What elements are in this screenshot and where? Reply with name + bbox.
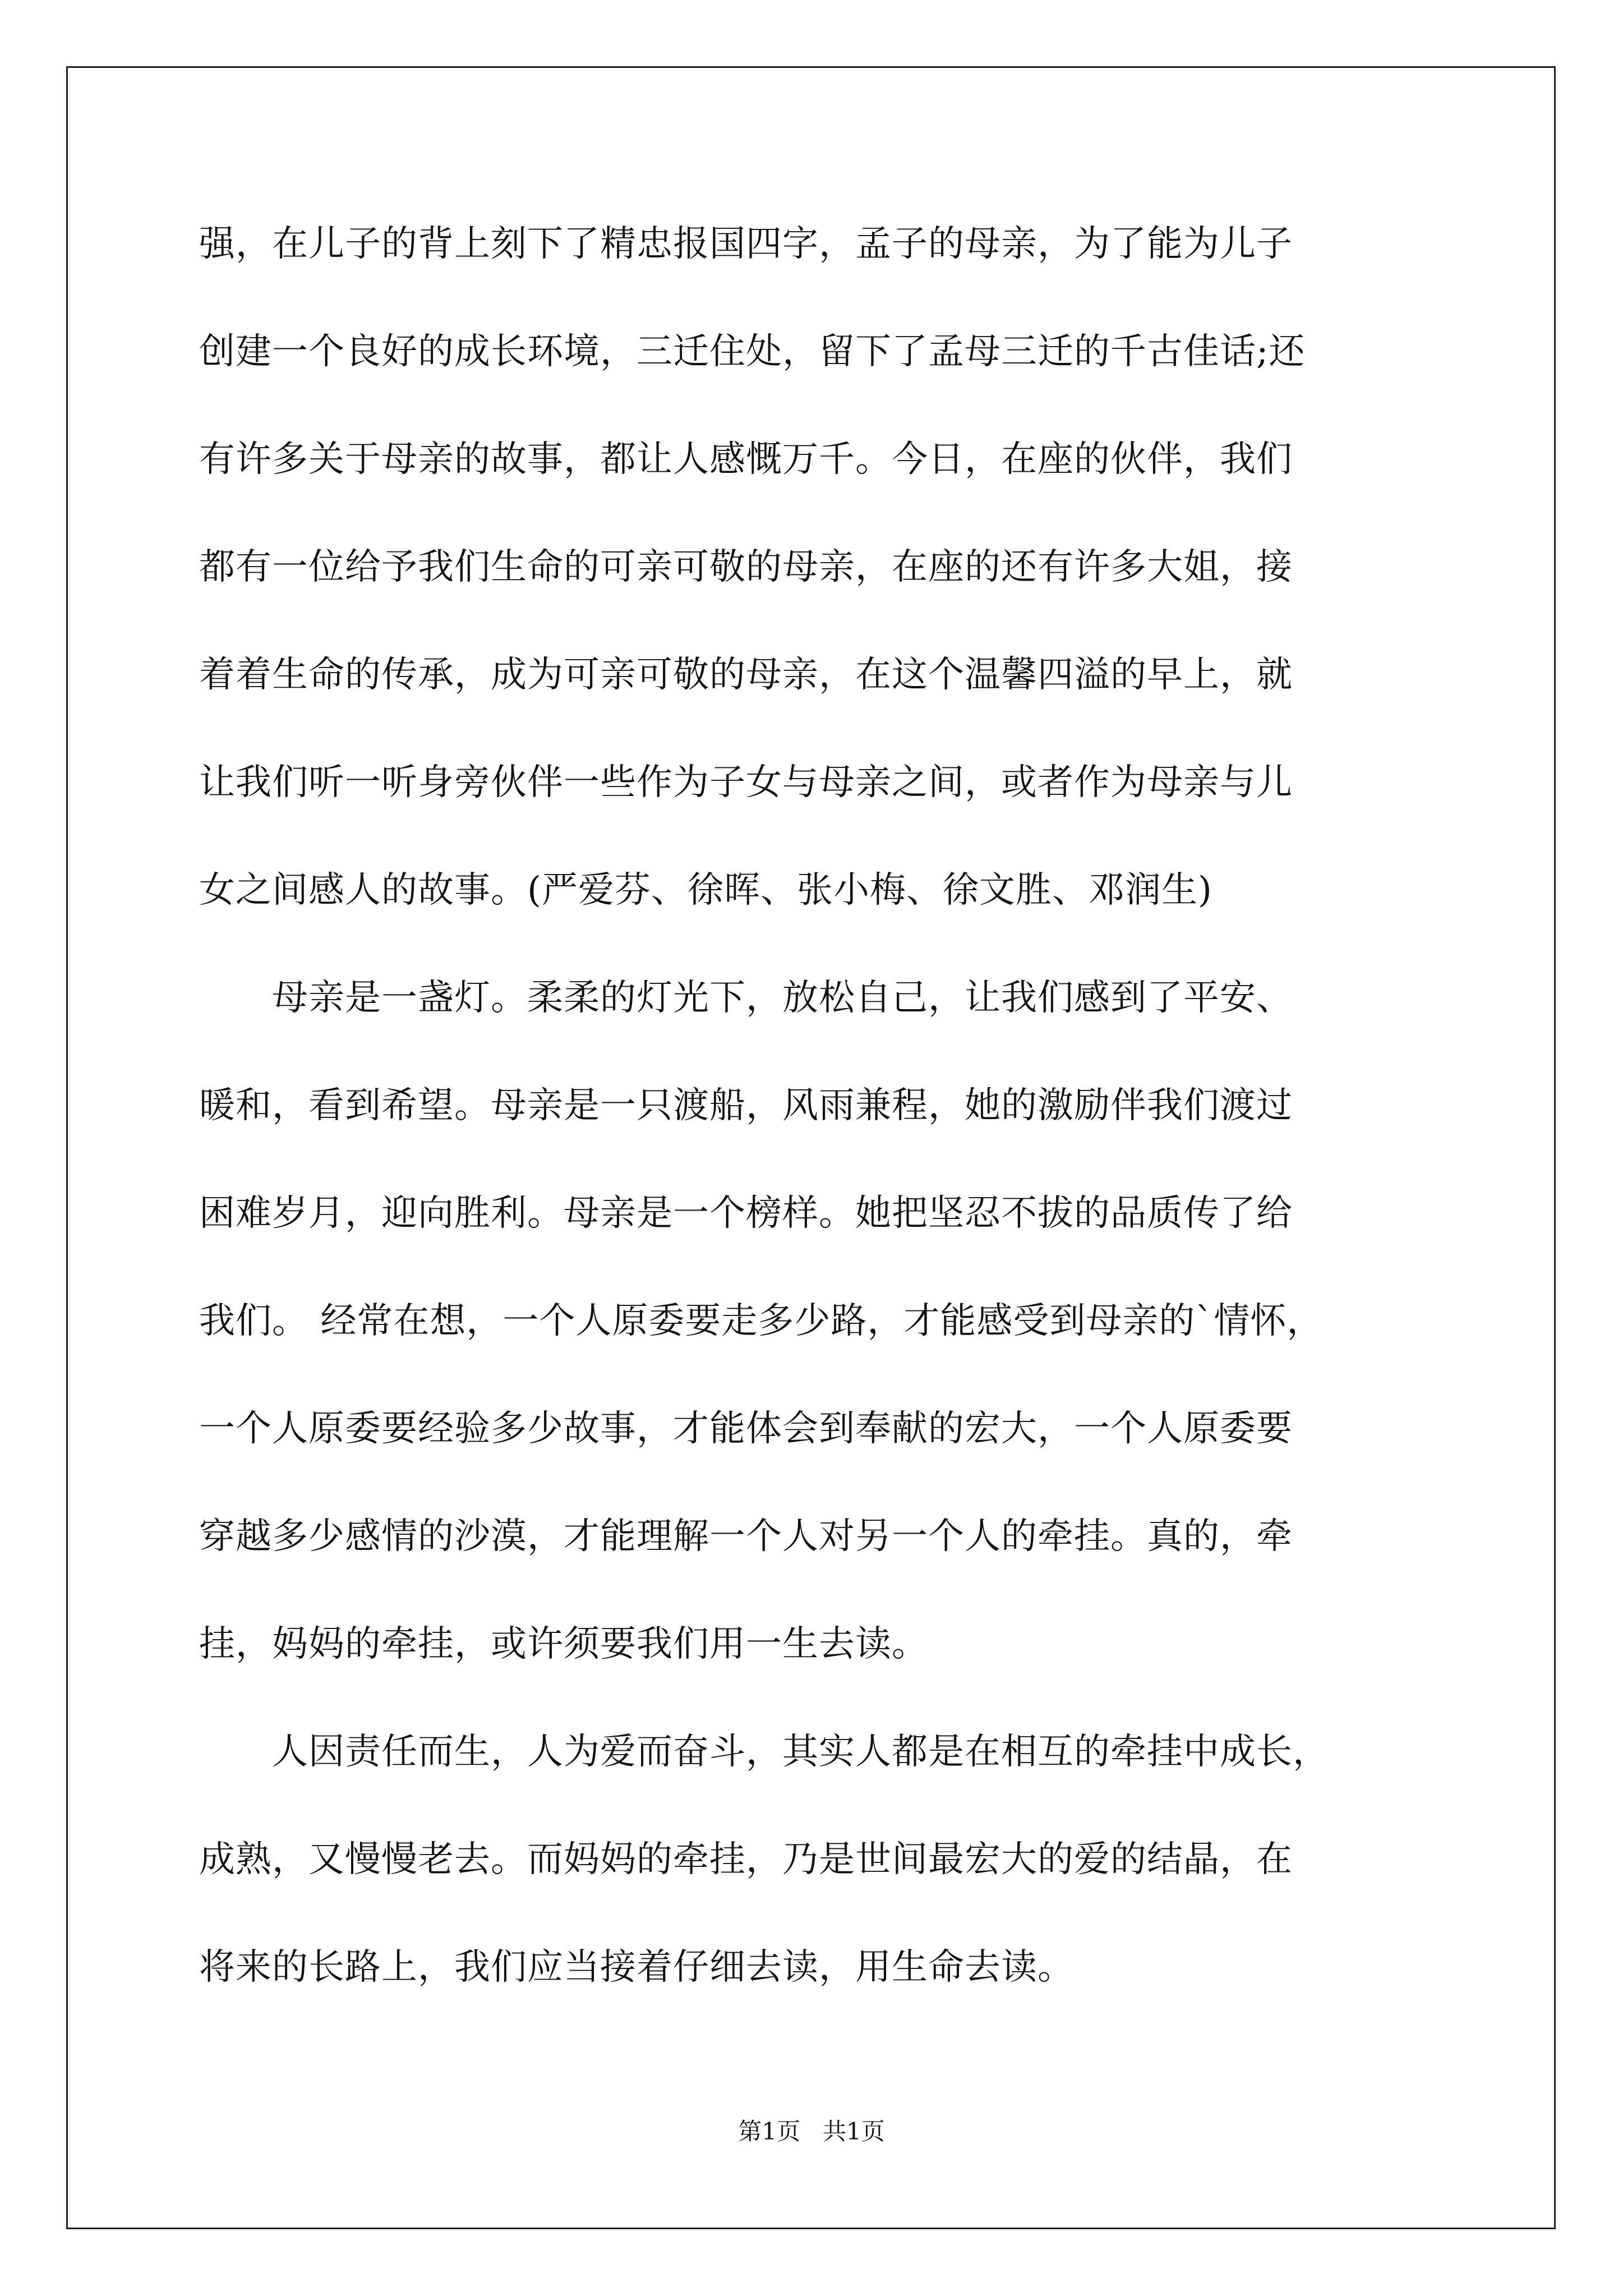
text-line: 有许多关于母亲的故事，都让人感慨万千。今日，在座的伙伴，我们: [199, 439, 1293, 480]
text-line: 成熟，又慢慢老去。而妈妈的牵挂，乃是世间最宏大的爱的结晶，在: [199, 1839, 1293, 1880]
text-line: 挂，妈妈的牵挂，或许须要我们用一生去读。: [199, 1623, 928, 1665]
text-line: 让我们听一听身旁伙伴一些作为子女与母亲之间，或者作为母亲与儿: [199, 762, 1293, 803]
document-body: [199, 210, 1422, 2041]
text-line: 着着生命的传承，成为可亲可敬的母亲，在这个温馨四溢的早上，就: [199, 654, 1293, 696]
paragraph-start-line: 母亲是一盏灯。柔柔的灯光下，放松自己，让我们感到了平安、: [199, 977, 1293, 1019]
text-line: 创建一个良好的成长环境，三迁住处，留下了孟母三迁的千古佳话;还: [199, 331, 1306, 372]
text-line: 困难岁月，迎向胜利。母亲是一个榜样。她把坚忍不拔的品质传了给: [199, 1193, 1293, 1234]
paragraph-start-line: 人因责任而生，人为爱而奋斗，其实人都是在相互的牵挂中成长，: [199, 1731, 1329, 1773]
page-footer: 第1页 共1页: [738, 2118, 885, 2145]
text-line: 都有一位给予我们生命的可亲可敬的母亲，在座的还有许多大姐，接: [199, 546, 1293, 588]
text-line: 穿越多少感情的沙漠，才能理解一个人对另一个人的牵挂。真的，牵: [199, 1516, 1293, 1557]
text-line: 女之间感人的故事。(严爱芬、徐晖、张小梅、徐文胜、邓润生): [199, 869, 1212, 911]
text-line: 一个人原委要经验多少故事，才能体会到奉献的宏大，一个人原委要: [199, 1408, 1293, 1450]
text-line: 将来的长路上，我们应当接着仔细去读，用生命去读。: [199, 1947, 1074, 1988]
text-line: 暖和，看到希望。母亲是一只渡船，风雨兼程，她的激励伴我们渡过: [199, 1085, 1293, 1126]
text-line: 强，在儿子的背上刻下了精忠报国四字，孟子的母亲，为了能为儿子: [199, 223, 1293, 265]
text-line: 我们。 经常在想，一个人原委要走多少路，才能感受到母亲的`情怀，: [199, 1300, 1324, 1342]
